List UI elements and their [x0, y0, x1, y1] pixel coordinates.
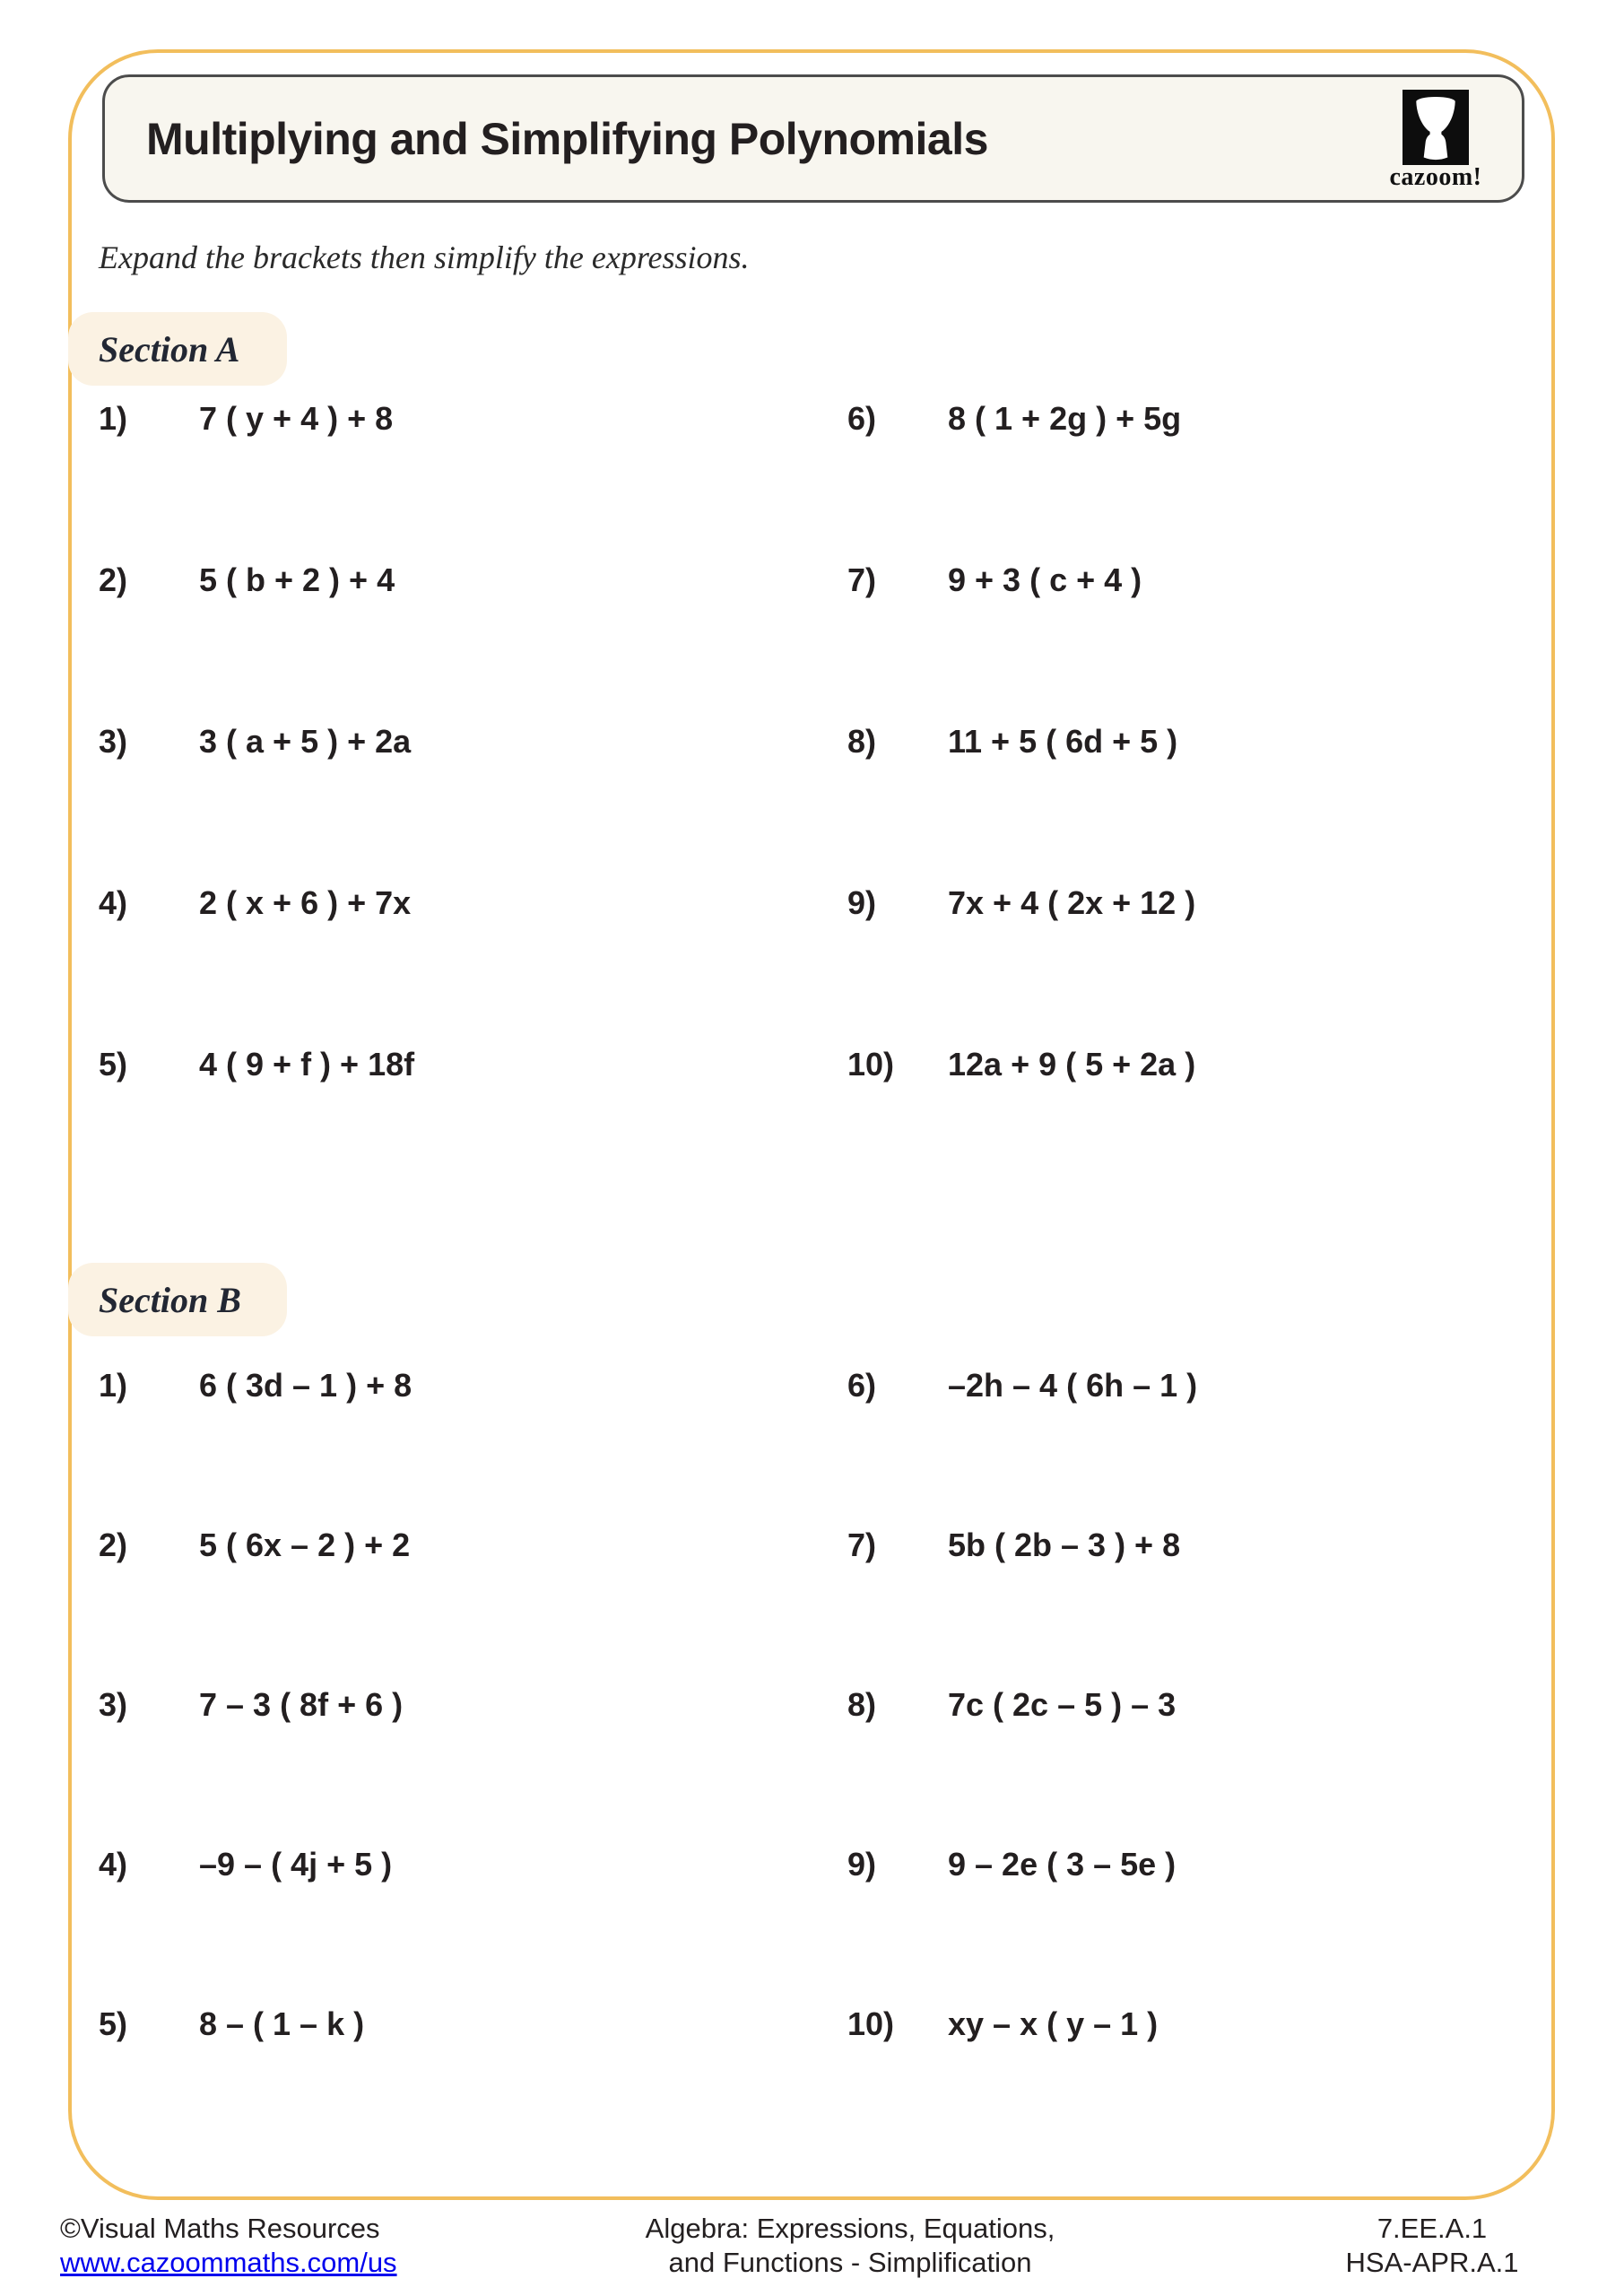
problem-row	[99, 1046, 847, 1207]
problem-number: 3)	[99, 723, 128, 760]
cazoom-logo	[1376, 90, 1495, 192]
problem-row	[847, 1846, 1444, 2005]
problem-row	[99, 884, 847, 1046]
problem-number: 9)	[847, 1846, 877, 1883]
problem-row	[847, 1046, 1444, 1207]
djembe-drum-icon	[1403, 90, 1469, 165]
problem-number: 4)	[99, 1846, 128, 1883]
problem-row	[847, 2005, 1444, 2165]
title-box	[102, 74, 1524, 203]
problem-expression: 9 – 2e ( 3 – 5e )	[948, 1846, 1177, 1883]
standard-code-2: HSA-APR.A.1	[1345, 2247, 1519, 2278]
problem-number: 3)	[99, 1686, 128, 1723]
problem-row	[99, 561, 847, 723]
problem-expression: 7c ( 2c – 5 ) – 3	[948, 1686, 1177, 1723]
problem-expression: 5 ( 6x – 2 ) + 2	[199, 1526, 411, 1563]
problem-row	[99, 723, 847, 884]
problem-number: 2)	[99, 561, 128, 598]
problem-number: 2)	[99, 1526, 128, 1563]
problem-expression: 4 ( 9 + f ) + 18f	[199, 1046, 415, 1083]
website-link[interactable]: www.cazoommaths.com/us	[60, 2247, 397, 2278]
problem-number: 8)	[847, 1686, 877, 1723]
problem-expression: 8 – ( 1 – k )	[199, 2005, 365, 2042]
footer-category	[646, 2212, 1055, 2280]
standard-code-1: 7.EE.A.1	[1376, 2213, 1488, 2244]
problem-expression: 5 ( b + 2 ) + 4	[199, 561, 395, 598]
problem-row	[847, 561, 1444, 723]
problem-expression: 2 ( x + 6 ) + 7x	[199, 884, 412, 921]
problem-row	[99, 1686, 847, 1846]
problem-expression: 8 ( 1 + 2g ) + 5g	[948, 400, 1182, 437]
problem-expression: 3 ( a + 5 ) + 2a	[199, 723, 412, 760]
section-a-problems	[99, 400, 1444, 1207]
problem-expression: 7x + 4 ( 2x + 12 )	[948, 884, 1196, 921]
problem-row	[847, 723, 1444, 884]
problem-number: 1)	[99, 1367, 128, 1404]
problem-number: 10)	[847, 1046, 895, 1083]
section-b-problems	[99, 1367, 1444, 2165]
problem-number: 1)	[99, 400, 128, 437]
problem-number: 9)	[847, 884, 877, 921]
footer-left	[60, 2212, 397, 2280]
problem-row	[847, 1686, 1444, 1846]
problem-expression: 5b ( 2b – 3 ) + 8	[948, 1526, 1181, 1563]
problem-number: 6)	[847, 400, 877, 437]
section-a-label: Section A	[99, 328, 240, 370]
category-line-1: Algebra: Expressions, Equations,	[645, 2213, 1055, 2244]
problem-number: 6)	[847, 1367, 877, 1404]
problem-row	[99, 2005, 847, 2165]
problem-expression: xy – x ( y – 1 )	[948, 2005, 1159, 2042]
problem-row	[99, 1367, 847, 1526]
problem-expression: –2h – 4 ( 6h – 1 )	[948, 1367, 1198, 1404]
problem-row	[99, 400, 847, 561]
problem-row	[847, 884, 1444, 1046]
problem-number: 10)	[847, 2005, 895, 2042]
copyright-text: ©Visual Maths Resources	[60, 2213, 380, 2244]
problem-expression: 11 + 5 ( 6d + 5 )	[948, 723, 1178, 760]
problem-row	[99, 1526, 847, 1686]
problem-number: 5)	[99, 2005, 128, 2042]
problem-expression: –9 – ( 4j + 5 )	[199, 1846, 393, 1883]
problem-expression: 6 ( 3d – 1 ) + 8	[199, 1367, 413, 1404]
problem-number: 4)	[99, 884, 128, 921]
category-line-2: and Functions - Simplification	[668, 2247, 1032, 2278]
problem-number: 5)	[99, 1046, 128, 1083]
footer-standards	[1346, 2212, 1519, 2280]
problem-expression: 7 – 3 ( 8f + 6 )	[199, 1686, 404, 1723]
problem-expression: 7 ( y + 4 ) + 8	[199, 400, 394, 437]
problem-row	[847, 1526, 1444, 1686]
problem-row	[99, 1846, 847, 2005]
problem-number: 7)	[847, 1526, 877, 1563]
problem-expression: 9 + 3 ( c + 4 )	[948, 561, 1142, 598]
problem-number: 7)	[847, 561, 877, 598]
problem-row	[847, 1367, 1444, 1526]
section-b-label: Section B	[99, 1279, 241, 1320]
problem-number: 8)	[847, 723, 877, 760]
page-title: Multiplying and Simplifying Polynomials	[146, 113, 988, 164]
problem-row	[847, 400, 1444, 561]
section-b-badge	[68, 1263, 287, 1336]
instruction-text: Expand the brackets then simplify the expressions.	[99, 239, 750, 275]
section-a-badge	[68, 312, 287, 386]
problem-expression: 12a + 9 ( 5 + 2a )	[948, 1046, 1196, 1083]
cazoom-logo-text: cazoom!	[1389, 163, 1482, 191]
